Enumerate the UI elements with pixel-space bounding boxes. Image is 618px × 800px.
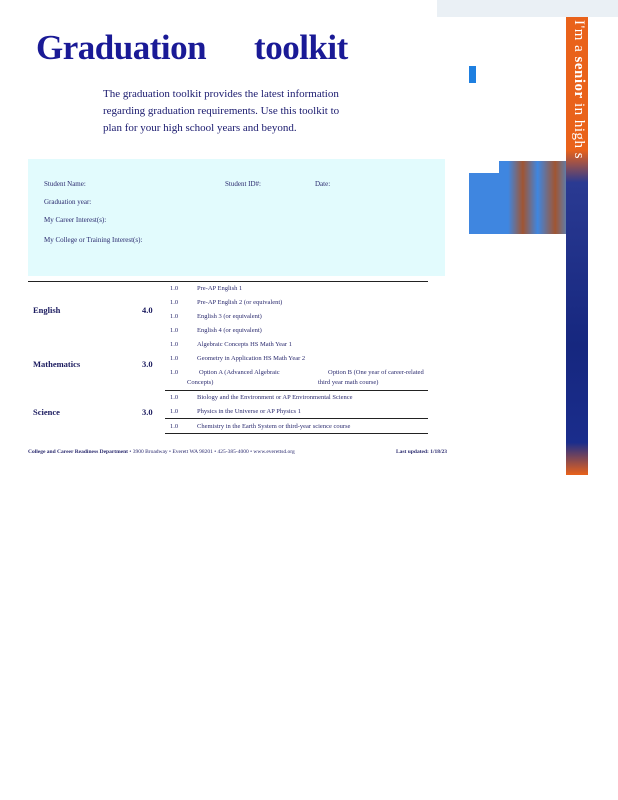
page-title: Graduation toolkit (36, 28, 348, 67)
photo-corner (469, 161, 499, 173)
table-row: 1.0 Physics in the Universe or AP Physics 1 (170, 408, 301, 415)
footer-updated: Last updated: 1/18/23 (396, 449, 448, 455)
credits-science: 3.0 (142, 407, 153, 417)
side-banner: I'm a senior in high s (571, 20, 587, 160)
subject-english: English (33, 305, 61, 315)
table-row: 1.0 Biology and the Environment or AP Environmental Science (170, 394, 353, 401)
graduation-year-label: Graduation year: (44, 198, 92, 206)
subject-mathematics: Mathematics (33, 359, 81, 369)
science-top-rule (165, 390, 428, 391)
math-option-b: Option B (One year of career-related third year math course) (318, 369, 424, 386)
table-row: 1.0 Pre-AP English 1 (170, 285, 243, 292)
subject-science: Science (33, 407, 60, 417)
date-label: Date: (315, 180, 331, 188)
table-row: 1.0 English 4 (or equivalent) (170, 327, 262, 334)
student-name-label: Student Name: (44, 180, 86, 188)
credits-mathematics: 3.0 (142, 359, 153, 369)
table-bottom-rule (165, 433, 428, 434)
table-row: 1.0 Algebraic Concepts HS Math Year 1 (170, 341, 292, 348)
decorative-art (566, 150, 588, 475)
college-interest-label: My College or Training Interest(s): (44, 236, 143, 244)
blue-accent-square (469, 66, 476, 83)
table-top-rule (28, 281, 428, 282)
science-row-rule (165, 418, 428, 419)
intro-text: The graduation toolkit provides the latest information regarding graduation requirements. Use this toolkit to plan for your high school years and beyond. (103, 88, 340, 134)
math-option-a: Option A (Advanced Algebraic Concepts) (187, 369, 280, 386)
table-row: 1.0 Geometry in Application HS Math Year 2 (170, 355, 306, 362)
table-row: 1.0 English 3 (or equivalent) (170, 313, 262, 320)
footer-department: College and Career Readiness Department • 3900 Broadway • Everett WA 98201 • 425-385-4000 • www.everettsd.org (28, 449, 295, 455)
table-row: 1.0 Pre-AP English 2 (or equivalent) (170, 299, 283, 306)
table-row: 1.0 Chemistry in the Earth System or third-year science course (170, 423, 351, 430)
top-strip (437, 0, 618, 17)
credits-english: 4.0 (142, 305, 153, 315)
table-row: 1.0 (170, 369, 179, 376)
student-id-label: Student ID#: (225, 180, 261, 188)
career-interest-label: My Career Interest(s): (44, 216, 107, 224)
